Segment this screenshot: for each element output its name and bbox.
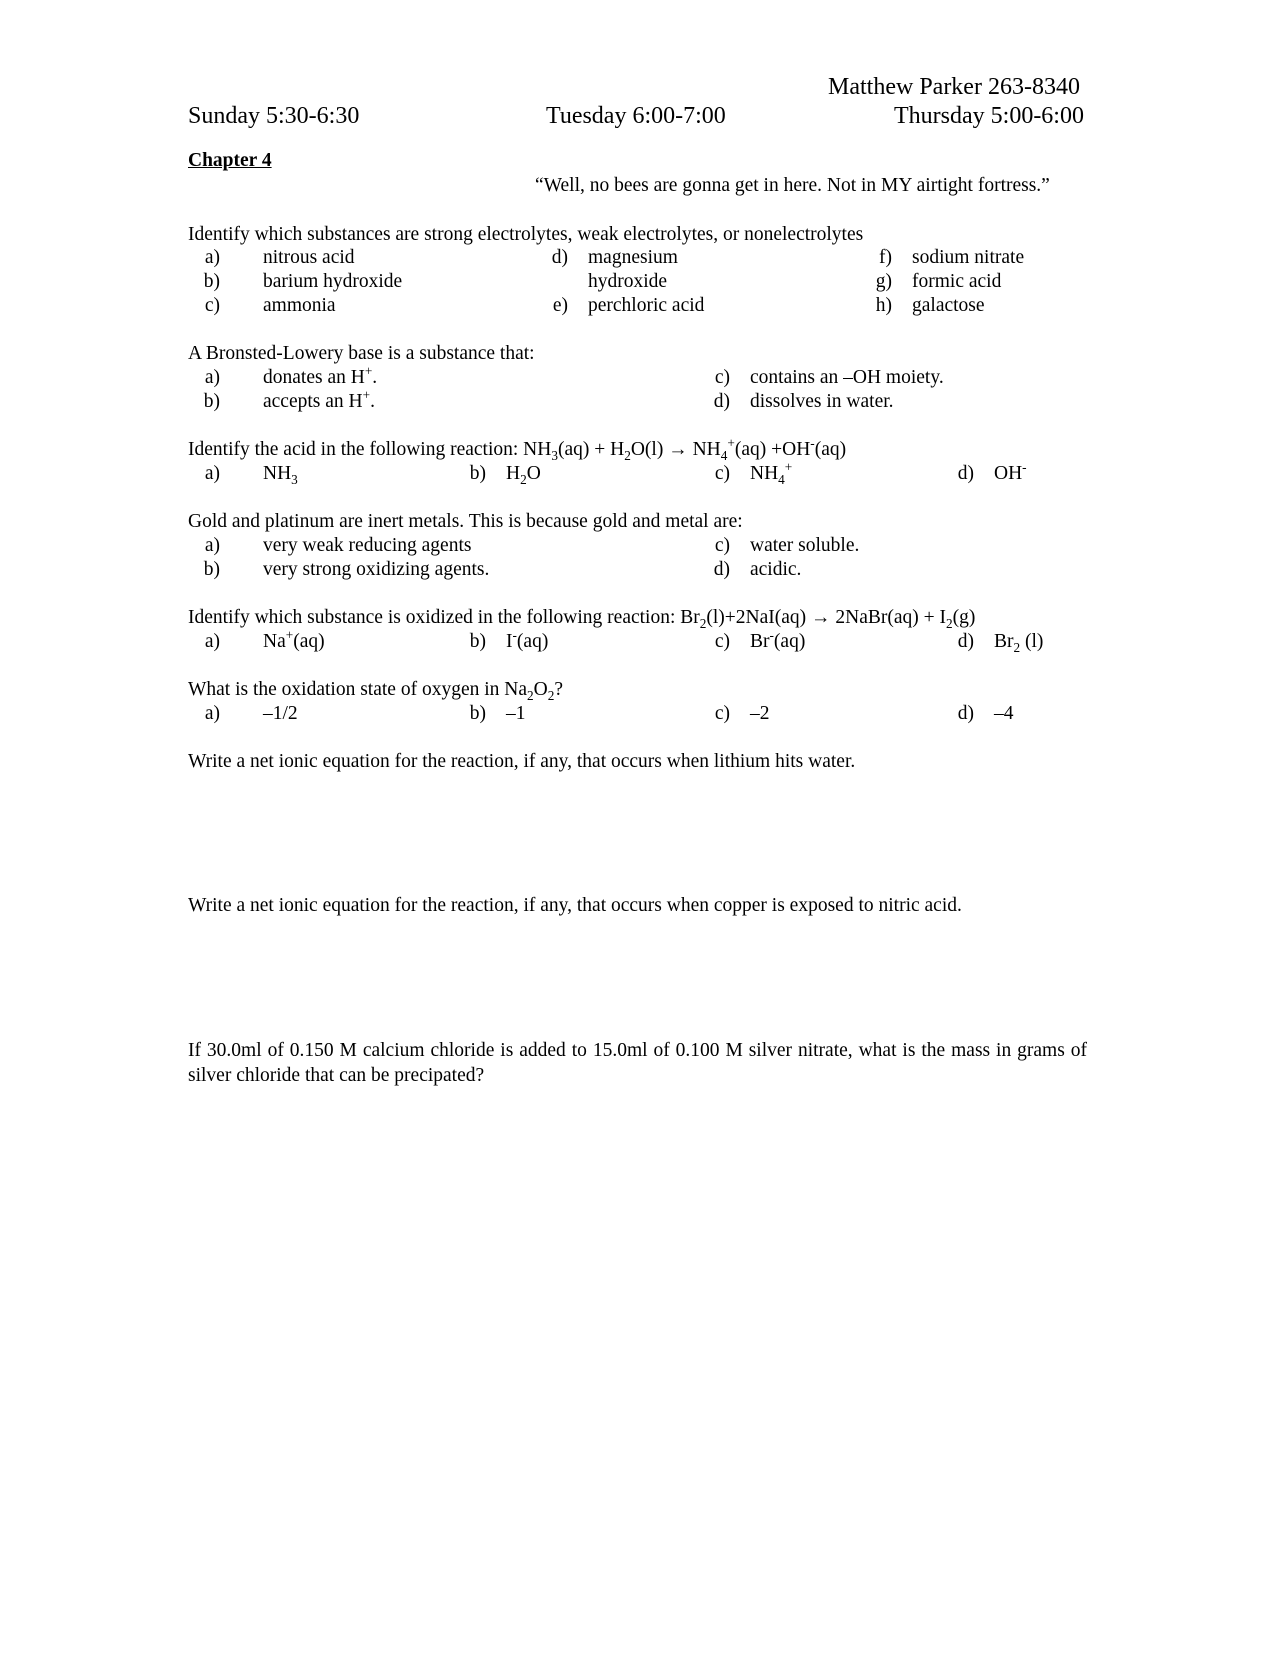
q3-prompt: Identify the acid in the following reaction: $NH_3(aq) + H_2O(l) \to NH_4^+(aq) +OH^-(aq)$ [188,435,847,463]
q2-prompt: A Bronsted-Lowery base is a substance that: [188,343,535,364]
q4-option-b: b) very strong oxidizing agents. [203,559,490,580]
thursday-hours: Thursday 5:00-6:00 [894,103,1084,129]
q2-option-c: c) contains an –OH moiety. [714,367,944,388]
tuesday-hours: Tuesday 6:00-7:00 [546,103,726,129]
q2-option-b: b) accepts an H+. [203,387,375,412]
quote: “Well, no bees are gonna get in here. Not in MY airtight fortress.” [535,175,1050,196]
q7-prompt: Write a net ionic equation for the reaction, if any, that occurs when lithium hits water. [188,751,856,772]
q1-option-g: g) formic acid [875,271,1002,292]
chapter-heading: Chapter 4 [188,150,272,171]
q3-option-b: b) $H_2O$ [469,463,541,487]
q1-option-a: a) nitrous acid [204,247,355,268]
q1-option-c: c) ammonia [204,295,336,316]
q3-option-a: a) $NH_3$ [204,463,298,487]
q3-option-d: d) OH- [957,459,1027,484]
q1-option-f: f) sodium nitrate [879,247,1025,268]
q3-option-c: c) $NH_4^+$ [714,459,793,487]
q2-option-a: a) donates an H+. [204,363,378,388]
q1-option-e: e) perchloric acid [552,295,705,316]
q1-option-d: d) magnesium [551,247,678,268]
q6-option-a: a) –1/2 [204,703,298,724]
q5-option-b: b) I-(aq) [469,627,549,652]
q1-prompt: Identify which substances are strong electrolytes, weak electrolytes, or nonelectrolytes [188,224,864,245]
q4-option-c: c) water soluble. [714,535,860,556]
contact-info: Matthew Parker 263-8340 [828,74,1080,100]
q2-option-d: d) dissolves in water. [713,391,894,412]
q4-option-a: a) very weak reducing agents [204,535,472,556]
q6-option-b: b) –1 [469,703,526,724]
q5-option-d: d) $Br_2$ (l) [957,631,1044,655]
q1-option-d-line2: hydroxide [588,271,668,292]
q1-option-h: h) galactose [875,295,985,316]
sunday-hours: Sunday 5:30-6:30 [188,103,360,129]
q5-prompt: Identify which substance is oxidized in the following reaction: $Br_2(l)+2NaI(aq)$ → 2NaBr(aq) + $I_2(g)$ [188,607,976,631]
q9-prompt: If 30.0ml of 0.150 M calcium chloride is added to 15.0ml of 0.100 M silver nitrate, what is the mass in grams of silver chloride that can be precipated? [188,1040,1087,1086]
q8-prompt: Write a net ionic equation for the reaction, if any, that occurs when copper is exposed to nitric acid. [188,895,962,916]
q6-option-c: c) –2 [714,703,770,724]
q5-option-c: c) Br-(aq) [714,627,806,652]
q4-option-d: d) acidic. [713,559,802,580]
q1-option-b: b) barium hydroxide [203,271,403,292]
q4-prompt: Gold and platinum are inert metals. This is because gold and metal are: [188,511,743,532]
q6-prompt: What is the oxidation state of oxygen in $Na_2O_2$? [188,679,564,703]
q5-option-a: a) Na+(aq) [204,627,325,652]
q6-option-d: d) –4 [957,703,1014,724]
